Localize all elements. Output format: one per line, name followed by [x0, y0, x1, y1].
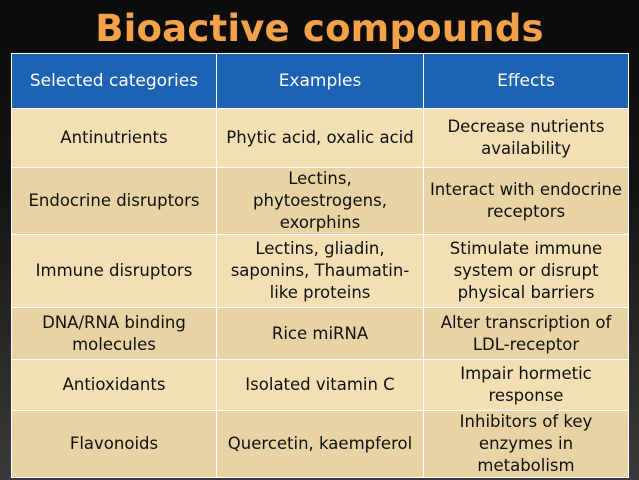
header-effects: Effects — [424, 54, 629, 109]
cell-effects: Inhibitors of key enzymes in metabolism — [424, 411, 629, 478]
cell-category: Endocrine disruptors — [12, 168, 217, 235]
cell-category: DNA/RNA binding molecules — [12, 308, 217, 360]
table-row — [12, 411, 629, 478]
table-row — [12, 235, 629, 308]
cell-examples: Rice miRNA — [217, 308, 424, 360]
cell-examples: Quercetin, kaempferol — [217, 411, 424, 478]
slide-title: Bioactive compounds — [95, 7, 544, 50]
cell-category: Antioxidants — [12, 360, 217, 411]
table-row — [12, 109, 629, 168]
cell-category: Immune disruptors — [12, 235, 217, 308]
header-examples: Examples — [217, 54, 424, 109]
header-selected-categories: Selected categories — [12, 54, 217, 109]
table-row — [12, 360, 629, 411]
cell-effects: Stimulate immune system or disrupt physical barriers — [424, 235, 629, 308]
cell-examples: Lectins, gliadin, saponins, Thaumatin-like proteins — [217, 235, 424, 308]
cell-effects: Impair hormetic response — [424, 360, 629, 411]
cell-category: Flavonoids — [12, 411, 217, 478]
cell-effects: Alter transcription of LDL-receptor — [424, 308, 629, 360]
table-header-row — [12, 54, 629, 109]
cell-examples: Phytic acid, oxalic acid — [217, 109, 424, 168]
table-row — [12, 308, 629, 360]
cell-effects: Interact with endocrine receptors — [424, 168, 629, 235]
cell-category: Antinutrients — [12, 109, 217, 168]
table-row — [12, 168, 629, 235]
cell-examples: Isolated vitamin C — [217, 360, 424, 411]
cell-effects: Decrease nutrients availability — [424, 109, 629, 168]
bioactive-compounds-table — [11, 53, 629, 478]
cell-examples: Lectins, phytoestrogens, exorphins — [217, 168, 424, 235]
